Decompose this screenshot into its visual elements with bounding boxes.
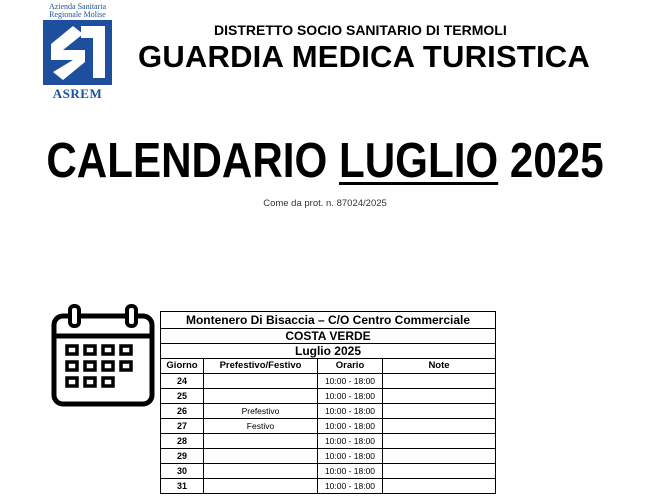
cell-hours: 10:00 - 18:00 bbox=[318, 389, 383, 404]
cell-day: 28 bbox=[161, 434, 204, 449]
cell-hours: 10:00 - 18:00 bbox=[318, 434, 383, 449]
title-year: 2025 bbox=[498, 134, 604, 188]
table-place-row bbox=[161, 329, 496, 344]
table-period-row bbox=[161, 344, 496, 359]
table-location-row bbox=[161, 312, 496, 329]
cell-type bbox=[204, 479, 318, 494]
cell-day: 31 bbox=[161, 479, 204, 494]
logo-org-line1: Azienda Sanitaria bbox=[48, 2, 107, 11]
calendar-title bbox=[46, 133, 605, 189]
logo-brand: ASREM bbox=[52, 86, 103, 101]
col-header-giorno: Giorno bbox=[161, 359, 204, 374]
cell-day: 26 bbox=[161, 404, 204, 419]
cell-type bbox=[204, 464, 318, 479]
cell-note bbox=[383, 419, 496, 434]
table-row bbox=[161, 479, 496, 494]
cell-type bbox=[204, 449, 318, 464]
cell-type: Prefestivo bbox=[204, 404, 318, 419]
schedule-table bbox=[160, 311, 496, 494]
col-header-prefestivo: Prefestivo/Festivo bbox=[204, 359, 318, 374]
cell-day: 29 bbox=[161, 449, 204, 464]
calendar-icon bbox=[50, 304, 156, 408]
table-row bbox=[161, 449, 496, 464]
cell-type bbox=[204, 434, 318, 449]
title-prefix: CALENDARIO bbox=[46, 134, 340, 188]
cell-note bbox=[383, 389, 496, 404]
cell-note bbox=[383, 449, 496, 464]
protocol-note: Come da prot. n. 87024/2025 bbox=[263, 198, 387, 209]
district-title: DISTRETTO SOCIO SANITARIO DI TERMOLI bbox=[214, 22, 507, 38]
service-title: GUARDIA MEDICA TURISTICA bbox=[138, 39, 590, 74]
cell-day: 24 bbox=[161, 374, 204, 389]
cell-note bbox=[383, 374, 496, 389]
cell-type bbox=[204, 374, 318, 389]
cell-hours: 10:00 - 18:00 bbox=[318, 419, 383, 434]
table-row bbox=[161, 389, 496, 404]
cell-type: Festivo bbox=[204, 419, 318, 434]
cell-hours: 10:00 - 18:00 bbox=[318, 374, 383, 389]
table-location: Montenero Di Bisaccia – C/O Centro Commerciale bbox=[161, 312, 496, 329]
cell-note bbox=[383, 479, 496, 494]
col-header-orario: Orario bbox=[318, 359, 383, 374]
cell-hours: 10:00 - 18:00 bbox=[318, 449, 383, 464]
cell-hours: 10:00 - 18:00 bbox=[318, 404, 383, 419]
title-month: LUGLIO bbox=[339, 134, 499, 188]
col-header-note: Note bbox=[383, 359, 496, 374]
cell-type bbox=[204, 389, 318, 404]
asrem-logo-icon bbox=[43, 20, 112, 85]
cell-note bbox=[383, 404, 496, 419]
cell-note bbox=[383, 434, 496, 449]
table-header-row bbox=[161, 359, 496, 374]
table-row bbox=[161, 419, 496, 434]
table-place: COSTA VERDE bbox=[161, 329, 496, 344]
cell-hours: 10:00 - 18:00 bbox=[318, 479, 383, 494]
table-row bbox=[161, 464, 496, 479]
cell-day: 30 bbox=[161, 464, 204, 479]
asrem-logo bbox=[40, 3, 115, 99]
cell-hours: 10:00 - 18:00 bbox=[318, 464, 383, 479]
table-row bbox=[161, 374, 496, 389]
cell-day: 27 bbox=[161, 419, 204, 434]
cell-note bbox=[383, 464, 496, 479]
table-row bbox=[161, 434, 496, 449]
logo-org-line2: Regionale Molise bbox=[49, 10, 106, 19]
table-period: Luglio 2025 bbox=[161, 344, 496, 359]
cell-day: 25 bbox=[161, 389, 204, 404]
table-row bbox=[161, 404, 496, 419]
